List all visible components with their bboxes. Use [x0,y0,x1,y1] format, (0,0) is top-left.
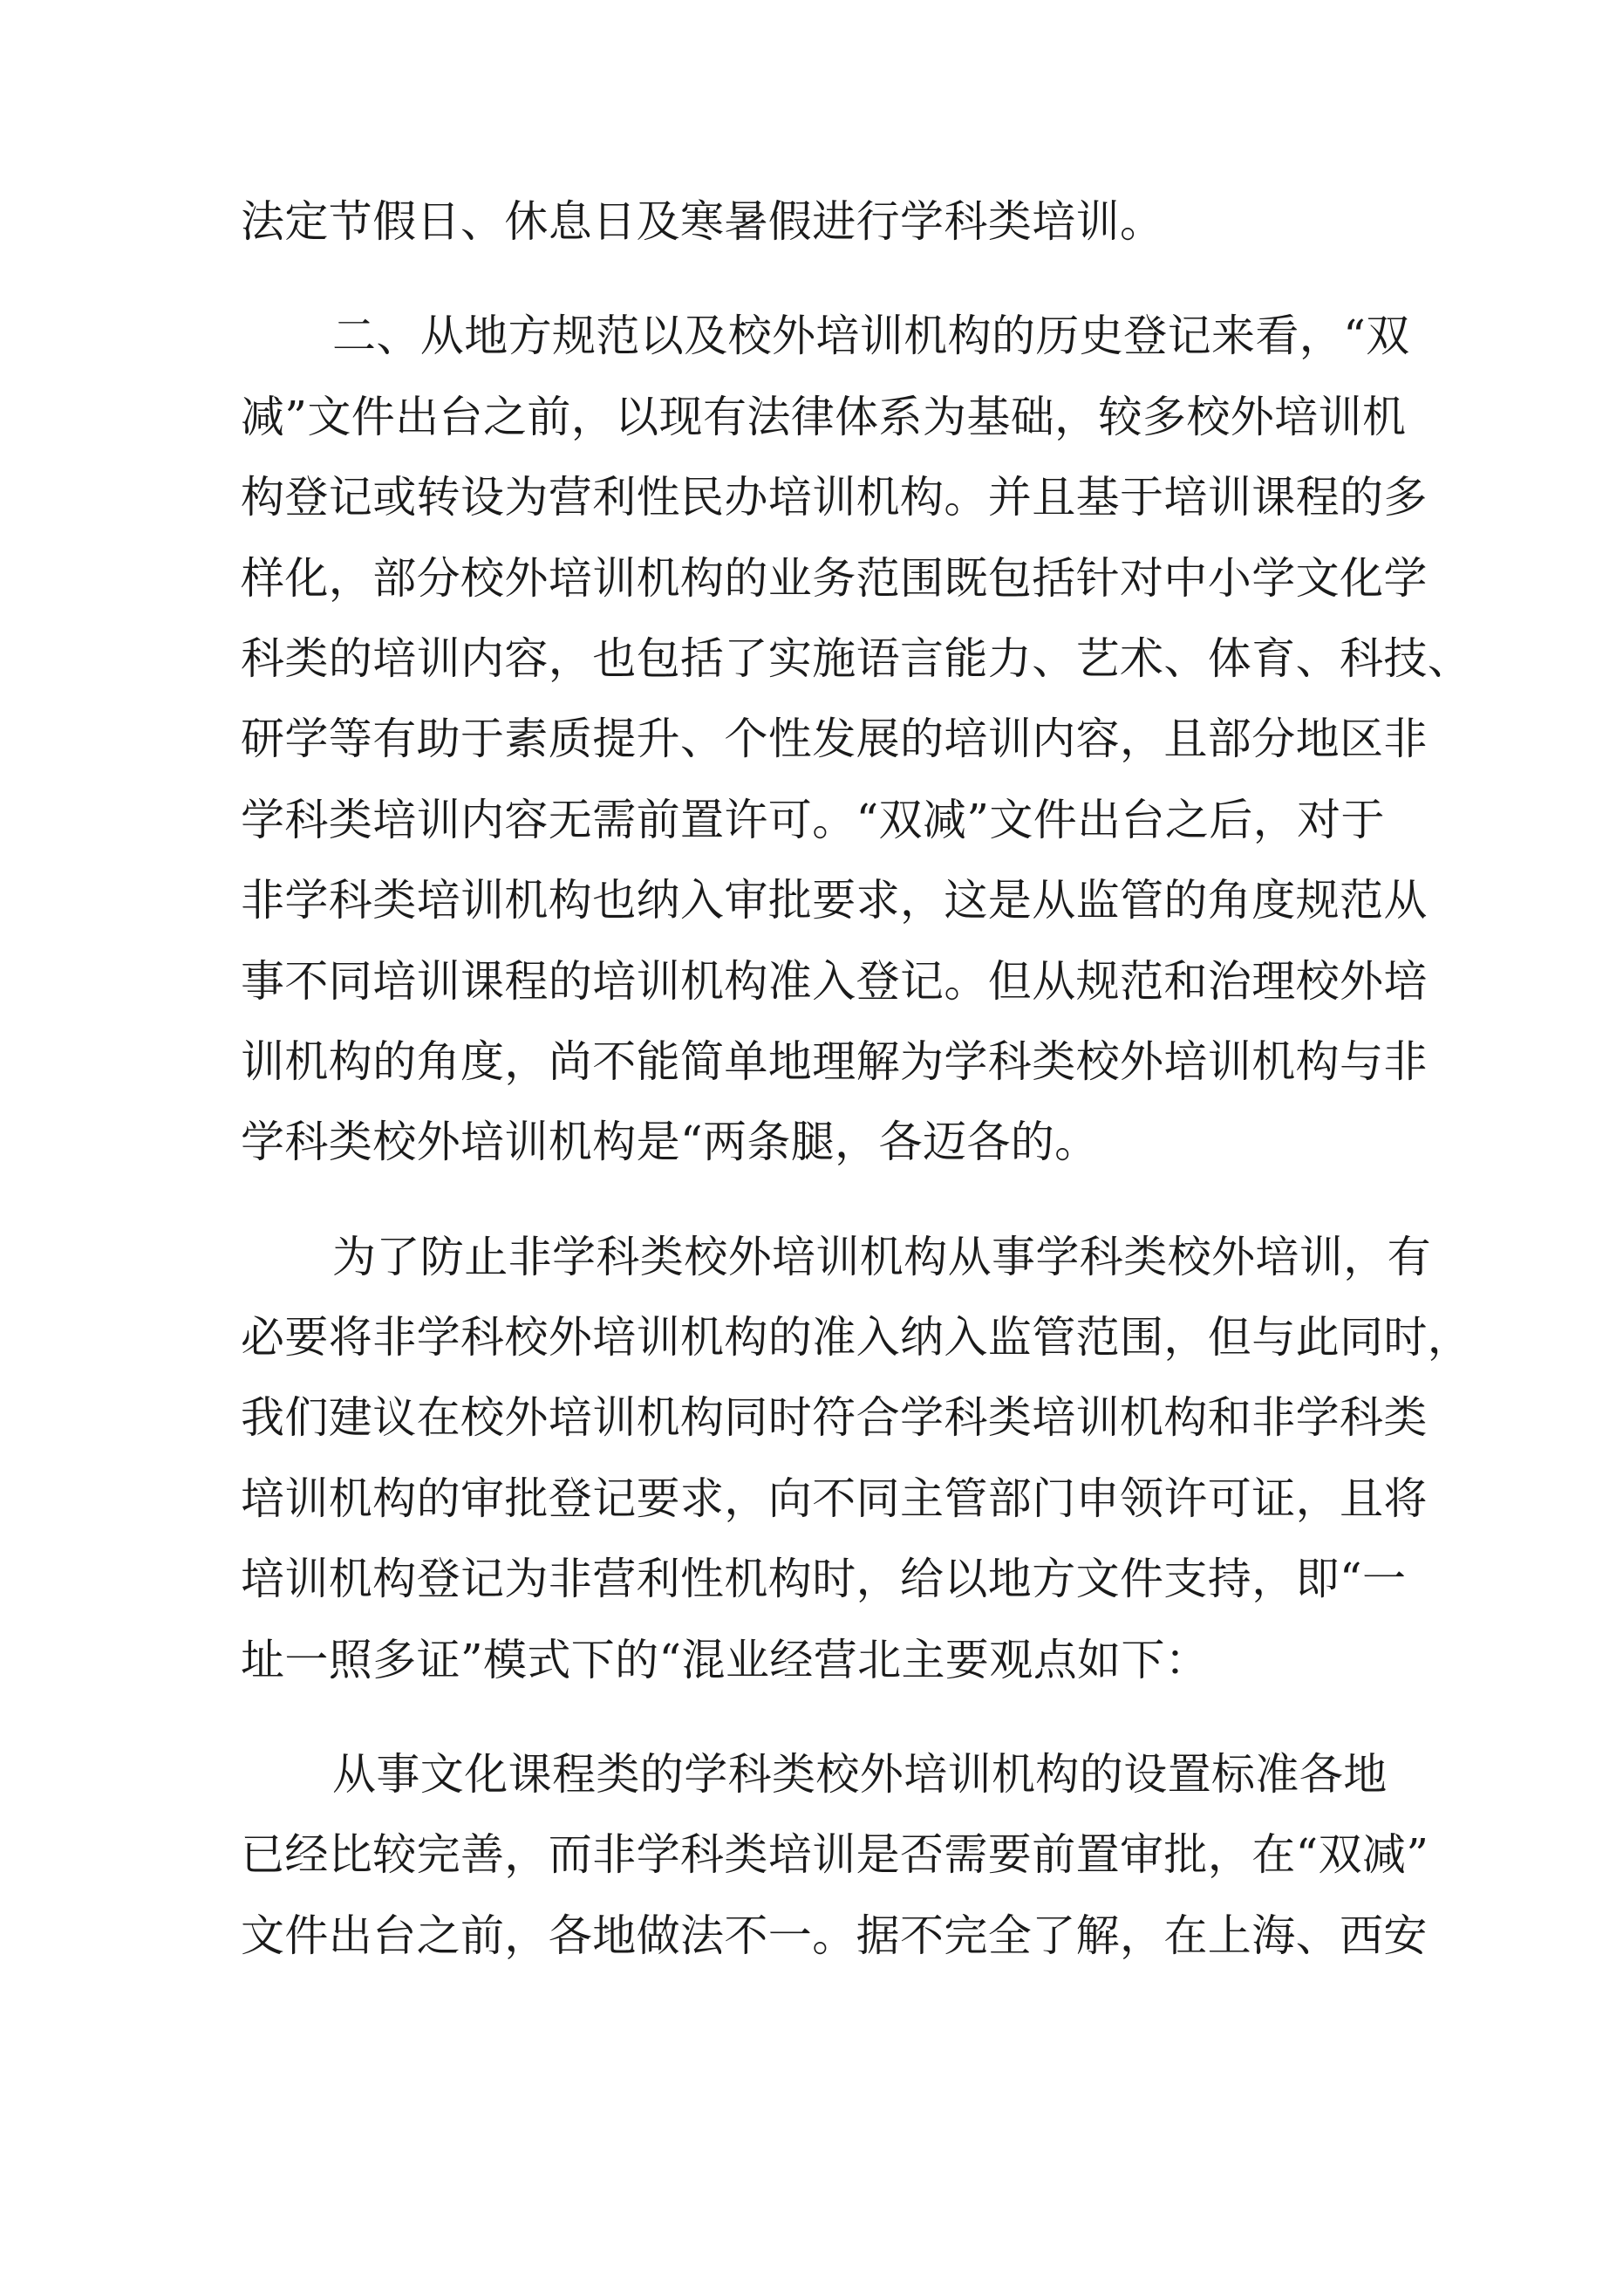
paragraph-2-line-9: 事不同培训课程的培训机构准入登记。但从规范和治理校外培 [241,955,1428,1007]
paragraph-3-line-4: 培训机构的审批登记要求，向不同主管部门申领许可证，且将 [241,1473,1428,1524]
paragraph-3-line-5: 培训机构登记为非营利性机构时，给以地方文件支持，即“一 [241,1554,1407,1605]
document-body [241,181,1472,1976]
paragraph-2-line-7: 学科类培训内容无需前置许可。“双减”文件出台之后，对于 [241,794,1385,845]
paragraph-2-line-2: 减”文件出台之前，以现有法律体系为基础，较多校外培训机 [241,391,1407,442]
paragraph-2-line-1: 二、从地方规范以及校外培训机构的历史登记来看，“双 [332,311,1410,362]
paragraph-2-line-4: 样化，部分校外培训机构的业务范围既包括针对中小学文化学 [241,552,1428,604]
paragraph-gap [241,262,1385,296]
paragraph-3-line-3: 我们建议在校外培训机构同时符合学科类培训机构和非学科类 [241,1392,1428,1444]
paragraph-2-line-11: 学科类校外培训机构是“两条腿，各迈各的。 [241,1117,1099,1168]
paragraph-3-line-2: 必要将非学科校外培训机构的准入纳入监管范围，但与此同时， [241,1312,1472,1363]
paragraph-4-line-3: 文件出台之前，各地做法不一。据不完全了解，在上海、西安 [241,1910,1428,1961]
paragraph-gap [241,1183,1385,1217]
paragraph-2-line-8: 非学科类培训机构也纳入审批要求，这是从监管的角度规范从 [241,875,1428,926]
paragraph-1-line-1: 法定节假日、休息日及寒暑假进行学科类培训。 [241,196,1164,247]
paragraph-2-line-5: 科类的培训内容，也包括了实施语言能力、艺术、体育、科技、 [241,632,1472,684]
paragraph-2-line-6: 研学等有助于素质提升、个性发展的培训内容，且部分地区非 [241,714,1428,765]
paragraph-2-line-3: 构登记或转设为营利性民办培训机构。并且基于培训课程的多 [241,472,1428,523]
paragraph-4-line-2: 已经比较完善，而非学科类培训是否需要前置审批，在“双减” [241,1829,1429,1881]
paragraph-gap [241,1700,1385,1734]
paragraph-3-line-6: 址一照多证”模式下的“混业经营北主要观点如下： [241,1634,1210,1685]
paragraph-3-line-1: 为了防止非学科类校外培训机构从事学科类校外培训，有 [332,1231,1431,1282]
paragraph-2-line-10: 训机构的角度，尚不能简单地理解为学科类校外培训机构与非 [241,1035,1428,1087]
paragraph-4-line-1: 从事文化课程类的学科类校外培训机构的设置标准各地 [332,1749,1388,1801]
